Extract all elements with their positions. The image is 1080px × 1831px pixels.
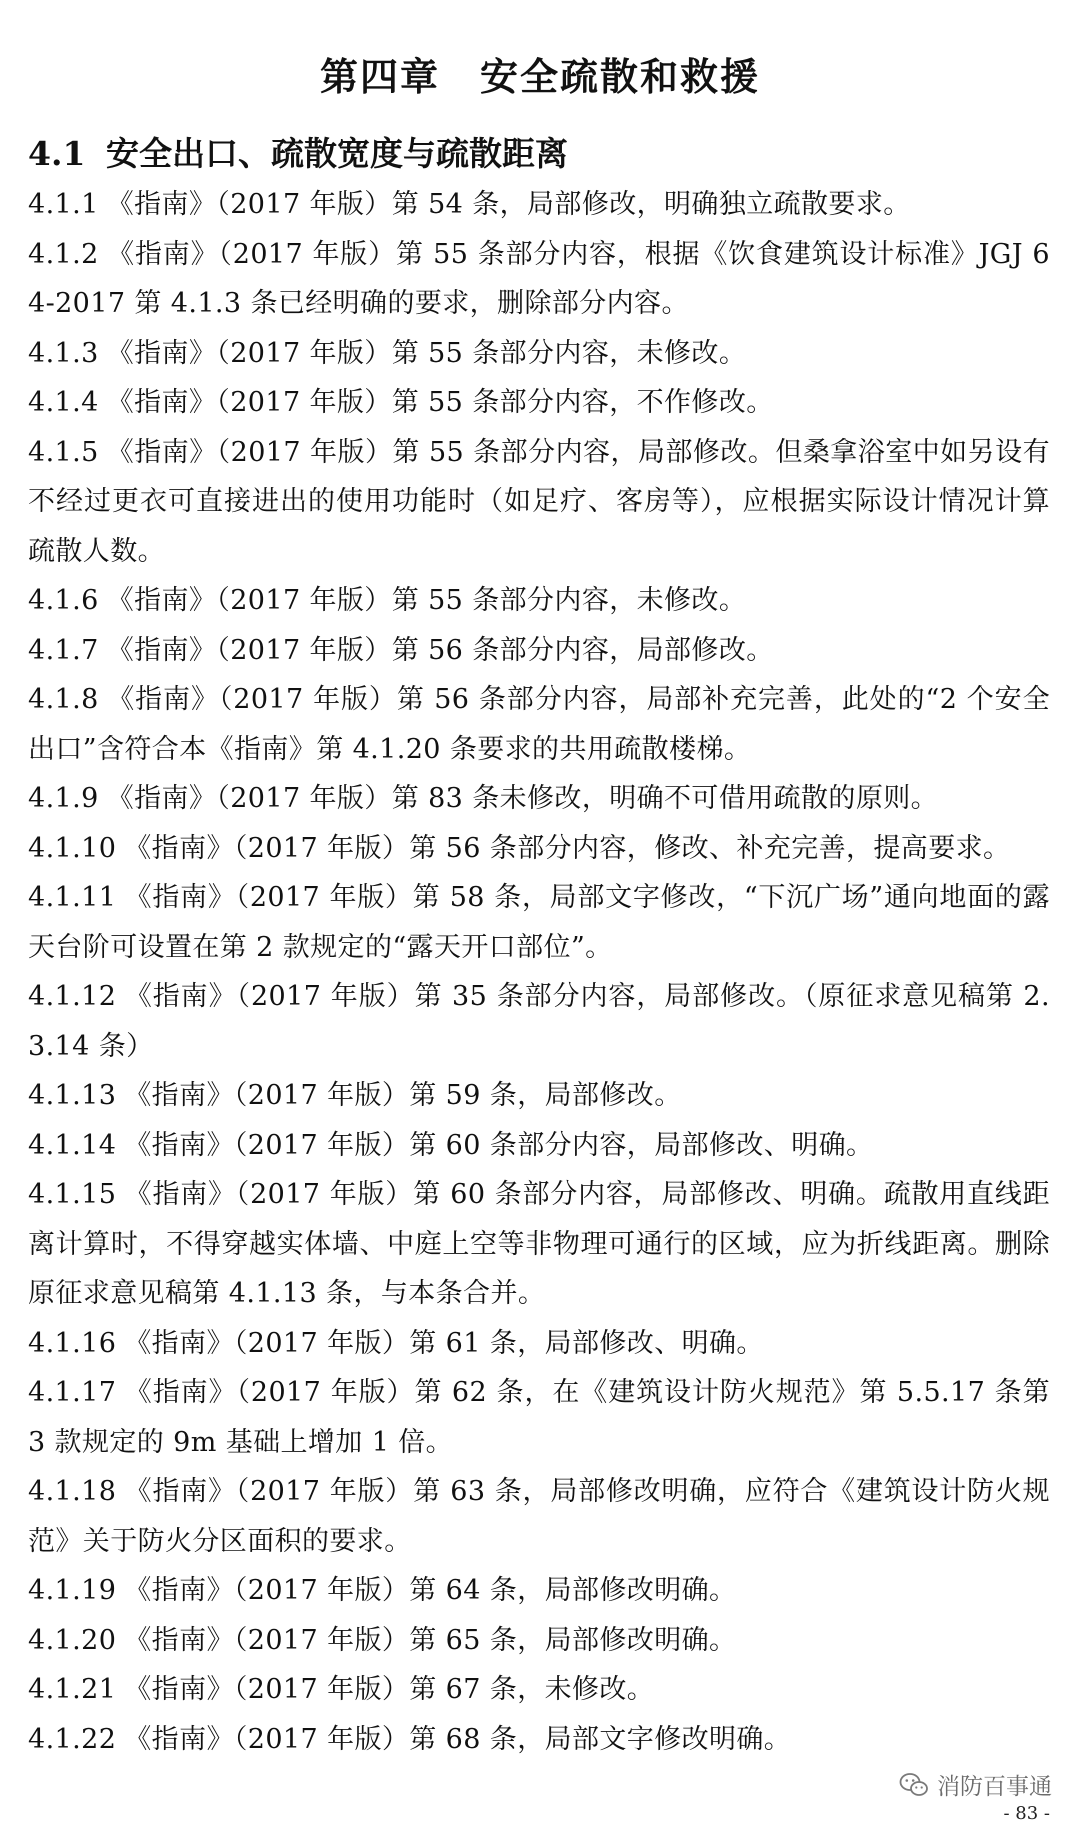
paragraph-number: 4.1.15 [28, 1179, 117, 1210]
section-title: 安全出口、疏散宽度与疏散距离 [106, 134, 568, 173]
paragraph-number: 4.1.21 [28, 1674, 117, 1705]
paragraph [28, 329, 1050, 379]
page-number: - 83 - [1003, 1803, 1050, 1824]
paragraph [28, 1665, 1050, 1715]
paragraph [28, 1121, 1050, 1171]
paragraph-number: 4.1.13 [28, 1080, 117, 1111]
paragraph-number: 4.1.7 [28, 634, 99, 666]
paragraph-number: 4.1.6 [28, 585, 99, 616]
paragraph-text: 《指南》（2017 年版）第 60 条部分内容，局部修改、明确。疏散用直线距离计算时，不得穿越实体墙、中庭上空等非物理可通行的区域，应为折线距离。删除原征求意见稿第 4.1.13 条，与本条合并。 [28, 1179, 1050, 1309]
watermark [899, 1768, 1052, 1801]
paragraph-number: 4.1.16 [28, 1327, 117, 1359]
paragraph-list [28, 180, 1050, 1764]
paragraph-text: 《指南》（2017 年版）第 64 条，局部修改明确。 [124, 1575, 737, 1606]
paragraph-number: 4.1.18 [28, 1476, 117, 1507]
paragraph-number: 4.1.3 [28, 337, 99, 369]
paragraph [28, 378, 1050, 428]
section-heading [28, 128, 568, 175]
paragraph-text: 《指南》（2017 年版）第 56 条部分内容，修改、补充完善，提高要求。 [124, 832, 1011, 864]
paragraph-number: 4.1.4 [28, 387, 99, 418]
paragraph-text: 《指南》（2017 年版）第 35 条部分内容，局部修改。（原征求意见稿第 2.3.14 条） [28, 981, 1050, 1062]
paragraph [28, 675, 1050, 774]
paragraph-text: 《指南》（2017 年版）第 55 条部分内容，根据《饮食建筑设计标准》JGJ 64-2017 第 4.1.3 条已经明确的要求，删除部分内容。 [28, 238, 1050, 319]
paragraph-number: 4.1.2 [28, 238, 99, 270]
paragraph-text: 《指南》（2017 年版）第 68 条，局部文字修改明确。 [124, 1723, 792, 1755]
paragraph-text: 《指南》（2017 年版）第 83 条未修改，明确不可借用疏散的原则。 [106, 783, 939, 814]
paragraph [28, 230, 1050, 329]
paragraph-number: 4.1.14 [28, 1129, 117, 1161]
paragraph-text: 《指南》（2017 年版）第 67 条，未修改。 [124, 1674, 655, 1705]
paragraph-number: 4.1.10 [28, 832, 117, 864]
paragraph-text: 《指南》（2017 年版）第 61 条，局部修改、明确。 [124, 1327, 764, 1359]
paragraph-text: 《指南》（2017 年版）第 55 条部分内容，未修改。 [106, 585, 747, 616]
paragraph-number: 4.1.12 [28, 981, 117, 1012]
paragraph [28, 180, 1050, 230]
wechat-icon [899, 1772, 929, 1798]
paragraph [28, 1071, 1050, 1121]
paragraph-text: 《指南》（2017 年版）第 56 条部分内容，局部修改。 [106, 634, 774, 666]
paragraph-text: 《指南》（2017 年版）第 55 条部分内容，不作修改。 [106, 387, 774, 418]
paragraph [28, 1715, 1050, 1765]
paragraph [28, 428, 1050, 577]
paragraph [28, 1319, 1050, 1369]
paragraph-number: 4.1.19 [28, 1575, 117, 1606]
paragraph [28, 1616, 1050, 1666]
paragraph-text: 《指南》（2017 年版）第 63 条，局部修改明确，应符合《建筑设计防火规范》关于防火分区面积的要求。 [28, 1476, 1050, 1557]
paragraph-text: 《指南》（2017 年版）第 58 条，局部文字修改，“下沉广场”通向地面的露天台阶可设置在第 2 款规定的“露天开口部位”。 [28, 882, 1050, 963]
paragraph-text: 《指南》（2017 年版）第 60 条部分内容，局部修改、明确。 [124, 1129, 874, 1161]
paragraph-number: 4.1.17 [28, 1377, 117, 1408]
section-number: 4.1 [28, 134, 86, 173]
paragraph [28, 972, 1050, 1071]
paragraph-text: 《指南》（2017 年版）第 62 条，在《建筑设计防火规范》第 5.5.17 条第 3 款规定的 9m 基础上增加 1 倍。 [28, 1377, 1050, 1458]
paragraph [28, 576, 1050, 626]
paragraph-text: 《指南》（2017 年版）第 56 条部分内容，局部补充完善，此处的“2 个安全出口”含符合本《指南》第 4.1.20 条要求的共用疏散楼梯。 [28, 684, 1050, 765]
paragraph [28, 1170, 1050, 1319]
paragraph-number: 4.1.8 [28, 684, 99, 715]
paragraph-text: 《指南》（2017 年版）第 55 条部分内容，局部修改。但桑拿浴室中如另设有不经过更衣可直接进出的使用功能时（如足疗、客房等），应根据实际设计情况计算疏散人数。 [28, 436, 1050, 567]
paragraph-number: 4.1.5 [28, 436, 99, 468]
paragraph-text: 《指南》（2017 年版）第 59 条，局部修改。 [124, 1080, 682, 1111]
paragraph [28, 873, 1050, 972]
paragraph [28, 1368, 1050, 1467]
chapter-title: 第四章 安全疏散和救援 [319, 54, 760, 99]
paragraph-number: 4.1.9 [28, 783, 99, 814]
watermark-text: 消防百事通 [937, 1774, 1052, 1800]
paragraph [28, 1467, 1050, 1566]
paragraph [28, 824, 1050, 874]
paragraph-number: 4.1.1 [28, 189, 99, 220]
paragraph-number: 4.1.22 [28, 1723, 117, 1755]
paragraph-text: 《指南》（2017 年版）第 55 条部分内容，未修改。 [106, 337, 747, 369]
paragraph-number: 4.1.20 [28, 1624, 117, 1656]
paragraph-text: 《指南》（2017 年版）第 54 条，局部修改，明确独立疏散要求。 [106, 189, 911, 220]
paragraph-text: 《指南》（2017 年版）第 65 条，局部修改明确。 [124, 1624, 737, 1656]
paragraph [28, 774, 1050, 824]
paragraph [28, 1566, 1050, 1616]
paragraph-number: 4.1.11 [28, 882, 117, 913]
paragraph [28, 626, 1050, 676]
